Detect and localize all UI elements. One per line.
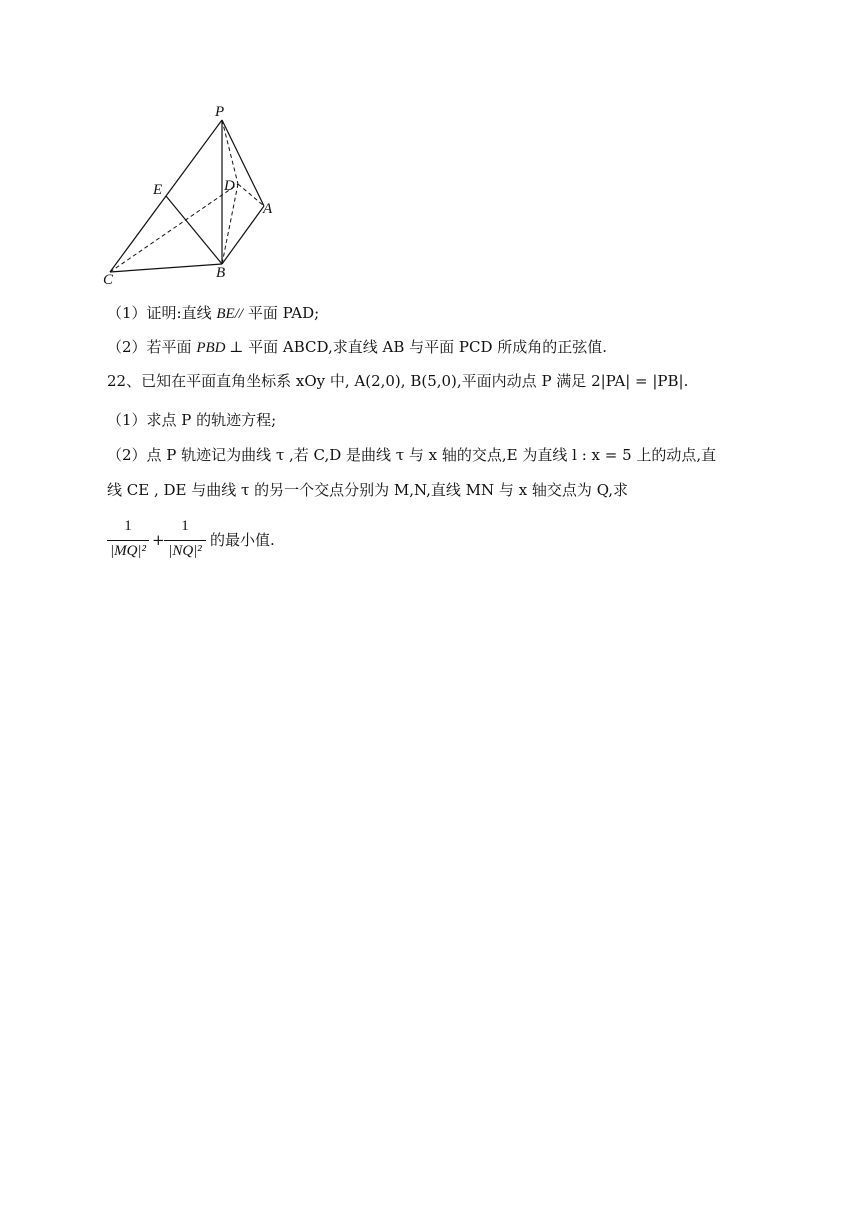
label-P: P [215, 104, 225, 120]
q21-part1-suffix: 平面 PAD; [243, 304, 320, 322]
fraction-1-numerator: 1 [124, 518, 132, 534]
q21-part2-prefix: （2）若平面 [107, 338, 197, 356]
pyramid-figure [98, 100, 288, 290]
fraction-1 [107, 518, 149, 566]
edge-EB [166, 196, 222, 264]
label-B: B [216, 265, 226, 281]
edge-CB [110, 264, 222, 272]
q21-part1 [107, 303, 319, 324]
q22-part2-line2: 线 CE , DE 与曲线 τ 的另一个交点分别为 M,N,直线 MN 与 x 轴交点为 Q,求 [107, 481, 629, 499]
plus-sign: + [152, 531, 165, 549]
edge-PD [222, 120, 238, 184]
q22-tail: 的最小值. [210, 531, 275, 549]
q22-part1: （1）求点 P 的轨迹方程; [107, 411, 277, 429]
q22-part2-line1: （2）点 P 轨迹记为曲线 τ ,若 C,D 是曲线 τ 与 x 轴的交点,E 为直线 l : x = 5 上的动点,直 [107, 446, 717, 464]
label-C: C [103, 272, 114, 288]
fraction-2-numerator: 1 [181, 518, 189, 534]
q21-part2-math: PBD ⊥ [196, 340, 244, 356]
fraction-2-bar [164, 540, 206, 541]
fraction-1-denominator: |MQ|² [109, 543, 147, 559]
edge-CD [110, 184, 238, 272]
q21-part1-math: BE// [216, 306, 244, 322]
label-D: D [224, 178, 235, 194]
q21-part2 [107, 337, 607, 358]
q22-stem: 22、已知在平面直角坐标系 xOy 中, A(2,0), B(5,0),平面内动点 P 满足 2|PA| = |PB|. [107, 372, 689, 390]
label-A: A [263, 201, 273, 217]
q21-part2-suffix: 平面 ABCD,求直线 AB 与平面 PCD 所成角的正弦值. [243, 338, 608, 356]
fraction-2 [164, 518, 206, 566]
edge-DA [238, 184, 264, 206]
fraction-2-denominator: |NQ|² [168, 543, 202, 559]
fraction-1-bar [107, 540, 149, 541]
q21-part1-prefix: （1）证明:直线 [107, 304, 217, 322]
label-E: E [153, 182, 163, 198]
